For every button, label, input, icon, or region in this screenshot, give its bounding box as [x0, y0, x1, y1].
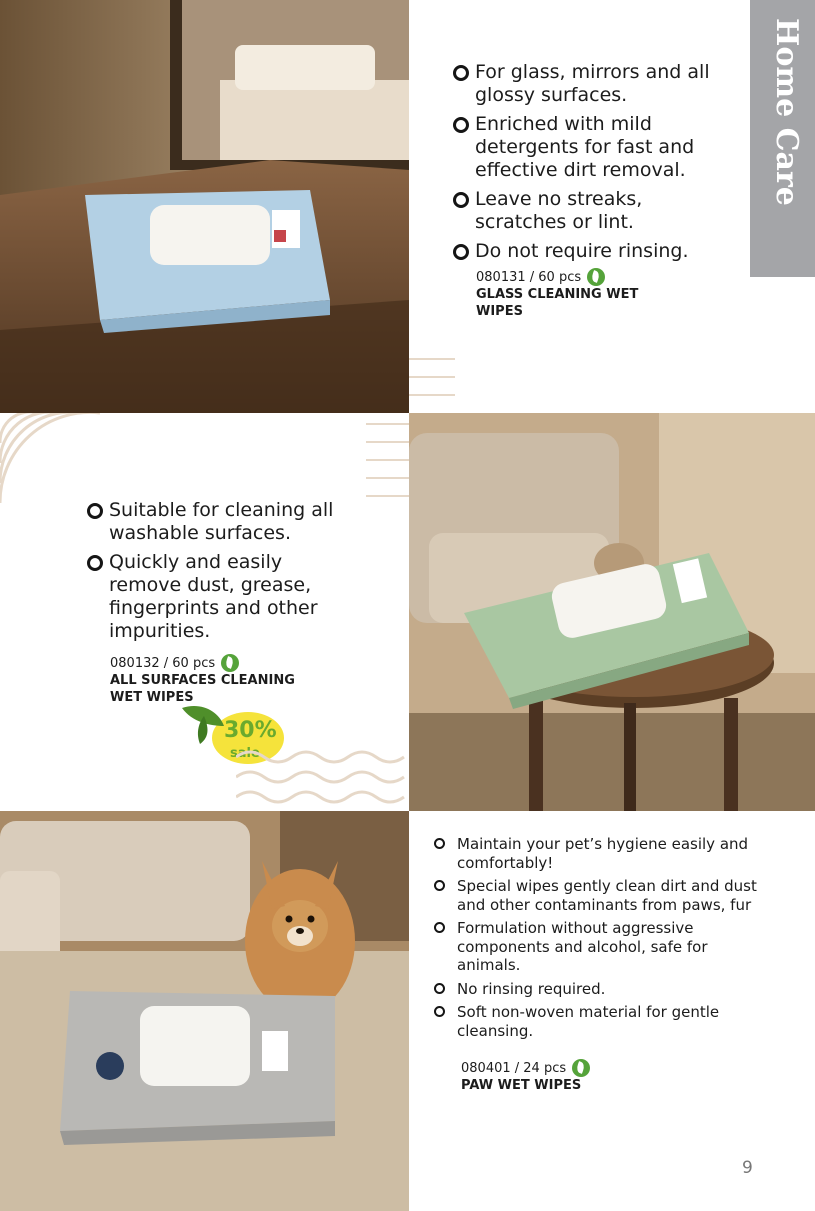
feature-item: Soft non-woven material for gentle cleansing. — [434, 1003, 764, 1040]
eco-leaf-icon — [587, 268, 605, 286]
eco-leaf-icon — [572, 1059, 590, 1077]
bullet-ring-icon — [453, 65, 469, 81]
bullet-ring-icon — [434, 983, 445, 994]
bullet-ring-icon — [87, 503, 103, 519]
feature-item: Leave no streaks, scratches or lint. — [453, 188, 733, 234]
bullet-ring-icon — [87, 555, 103, 571]
product-name: ALL SURFACES CLEANING WET WIPES — [110, 673, 295, 705]
feature-item: Suitable for cleaning all washable surfaces. — [87, 499, 337, 545]
glass-product-info — [476, 268, 666, 320]
bullet-ring-icon — [434, 922, 445, 933]
product-code: 080131 / 60 pcs — [476, 269, 582, 285]
surfaces-features-list — [87, 499, 337, 649]
eco-leaf-icon — [221, 654, 239, 672]
feature-item: Enriched with mild detergents for fast and effective dirt removal. — [453, 113, 733, 182]
bullet-ring-icon — [434, 1006, 445, 1017]
feature-item: No rinsing required. — [434, 980, 764, 999]
feature-item: Special wipes gently clean dirt and dust and other contaminants from paws, fur — [434, 877, 764, 914]
feature-item: Formulation without aggressive components and alcohol, safe for animals. — [434, 919, 764, 975]
paw-product-info — [461, 1059, 651, 1094]
bullet-ring-icon — [434, 880, 445, 891]
decorative-waves — [236, 745, 409, 805]
surfaces-wipes-photo — [409, 413, 815, 811]
surfaces-product-info — [110, 654, 300, 706]
paw-wipes-photo — [0, 811, 409, 1211]
glass-features-list — [453, 61, 733, 269]
decorative-lines — [366, 420, 409, 510]
bullet-ring-icon — [434, 838, 445, 849]
product-code: 080132 / 60 pcs — [110, 655, 216, 671]
product-name: PAW WET WIPES — [461, 1078, 582, 1093]
product-code: 080401 / 24 pcs — [461, 1060, 567, 1076]
sale-percent: 30% — [224, 718, 277, 743]
glass-wipes-photo — [0, 0, 409, 413]
feature-item: Maintain your pet’s hygiene easily and comfortably! — [434, 835, 764, 872]
decorative-arcs — [0, 413, 120, 513]
feature-item: Do not require rinsing. — [453, 240, 733, 263]
bullet-ring-icon — [453, 244, 469, 260]
category-label: Home Care — [768, 18, 804, 206]
feature-item: For glass, mirrors and all glossy surfaces. — [453, 61, 733, 107]
bullet-ring-icon — [453, 117, 469, 133]
feature-item: Quickly and easily remove dust, grease, fingerprints and other impurities. — [87, 551, 337, 643]
category-tab — [750, 0, 815, 277]
page-number: 9 — [742, 1158, 753, 1178]
sale-label: sale — [230, 746, 260, 761]
decorative-lines — [409, 355, 459, 405]
paw-features-list — [434, 835, 764, 1045]
product-name: GLASS CLEANING WET WIPES — [476, 287, 639, 319]
bullet-ring-icon — [453, 192, 469, 208]
